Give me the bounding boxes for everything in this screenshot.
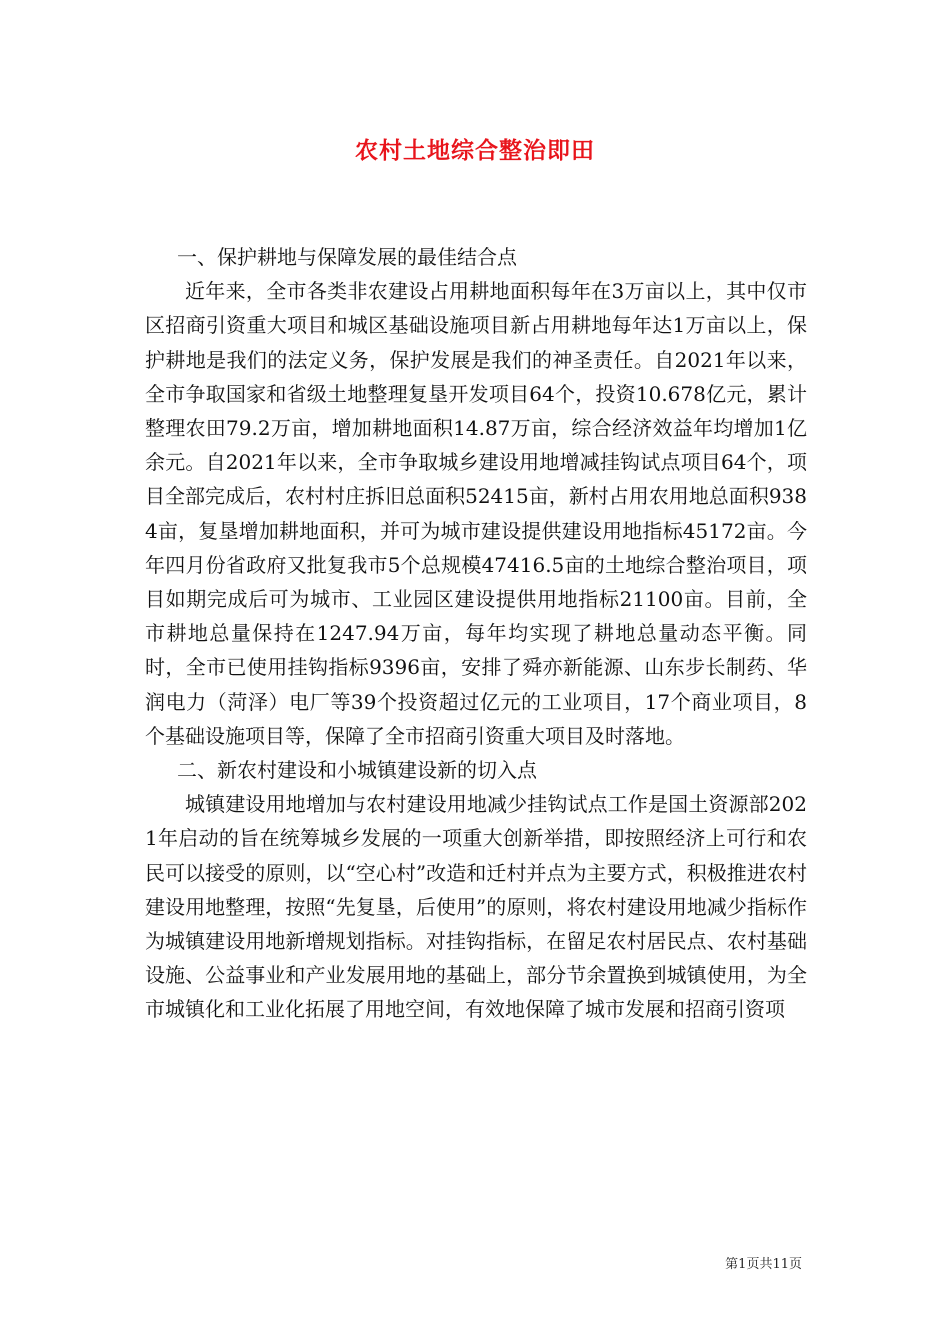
- document-body: [145, 240, 807, 1027]
- page-number-footer: 第1页共11页: [725, 1257, 802, 1272]
- section-heading-2: 二、新农村建设和小城镇建设新的切入点: [177, 758, 537, 783]
- section-paragraph-2: 城镇建设用地增加与农村建设用地减少挂钩试点工作是国土资源部2021年启动的旨在统筹城乡发展的一项重大创新举措，即按照经济上可行和农民可以接受的原则，以“空心村”改造和迁村并点为主要方式，积极推进农村建设用地整理，按照“先复垦，后使用”的原则，将农村建设用地减少指标作为城镇建设用地新增规划指标。对挂钩指标，在留足农村居民点、农村基础设施、公益事业和产业发展用地的基础上，部分节余置换到城镇使用，为全市城镇化和工业化拓展了用地空间，有效地保障了城市发展和招商引资项: [145, 792, 807, 1022]
- section-paragraph-1: 近年来，全市各类非农建设占用耕地面积每年在3万亩以上，其中仅市区招商引资重大项目和城区基础设施项目新占用耕地每年达1万亩以上，保护耕地是我们的法定义务，保护发展是我们的神圣责任。自2021年以来，全市争取国家和省级土地整理复垦开发项目64个，投资10.678亿元，累计整理农田79.2万亩，增加耕地面积14.87万亩，综合经济效益年均增加1亿余元。自2021年以来，全市争取城乡建设用地增减挂钩试点项目64个，项目全部完成后，农村村庄拆旧总面积52415亩，新村占用农用地总面积9384亩，复垦增加耕地面积，并可为城市建设提供建设用地指标45172亩。今年四月份省政府又批复我市5个总规模47416.5亩的土地综合整治项目，项目如期完成后可为城市、工业园区建设提供用地指标21100亩。目前，全市耕地总量保持在1247.94万亩，每年均实现了耕地总量动态平衡。同时，全市已使用挂钩指标9396亩，安排了舜亦新能源、山东步长制药、华润电力（菏泽）电厂等39个投资超过亿元的工业项目，17个商业项目，8个基础设施项目等，保障了全市招商引资重大项目及时落地。: [145, 279, 807, 748]
- document-title: 农村土地综合整治即田: [355, 137, 595, 164]
- section-heading-1: 一、保护耕地与保障发展的最佳结合点: [177, 245, 517, 269]
